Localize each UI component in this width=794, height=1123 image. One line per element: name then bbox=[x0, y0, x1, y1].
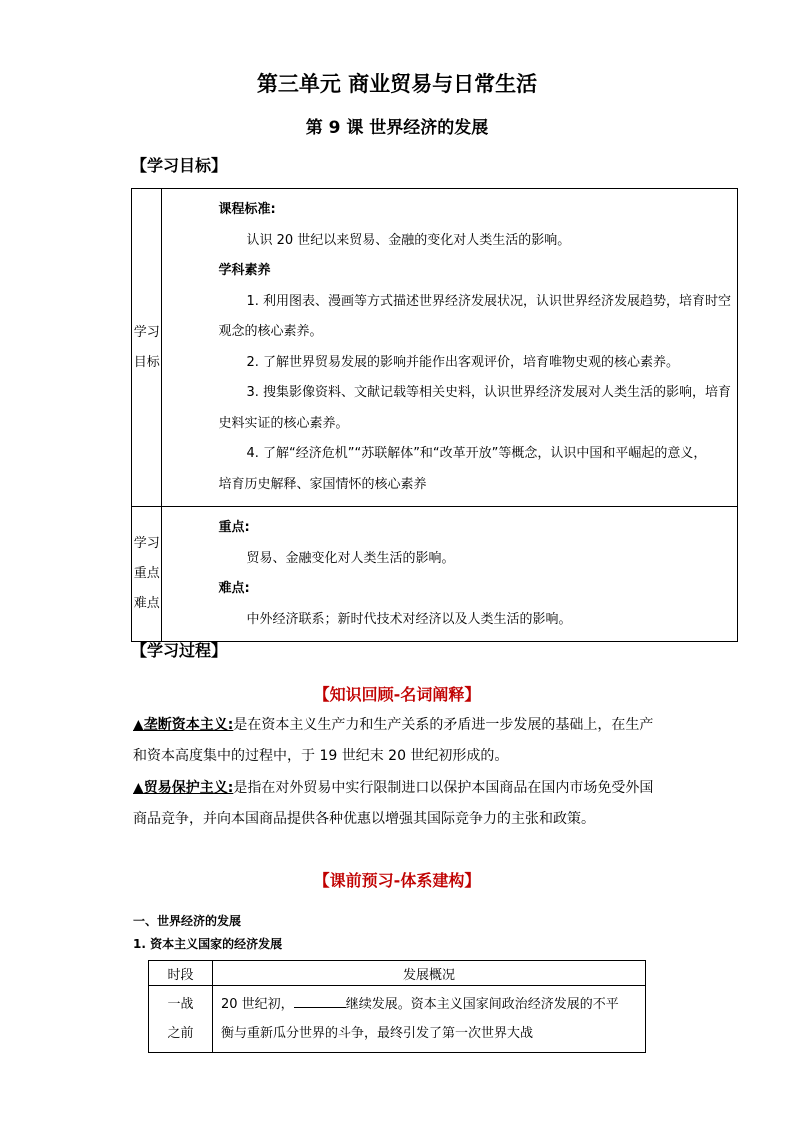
economic-development-table bbox=[148, 960, 646, 1053]
term1-text-b: 和资本高度集中的过程中，于 19 世纪末 20 世纪初形成的。 bbox=[133, 748, 509, 764]
term-paragraph-1 bbox=[133, 710, 673, 772]
goal-item-2: 2. 了解世界贸易发展的影响并能作出客观评价，培育唯物史观的核心素养。 bbox=[246, 354, 679, 370]
term1-name: ▲垄断资本主义: bbox=[133, 717, 234, 733]
focus-label-line3: 难点 bbox=[133, 596, 160, 611]
lesson-title: 第 9 课 世界经济的发展 bbox=[305, 118, 489, 138]
section-process-heading: 【学习过程】 bbox=[131, 641, 228, 660]
focus-label-line2: 重点 bbox=[133, 566, 160, 581]
review-heading: 【知识回顾-名词阐释】 bbox=[313, 685, 481, 704]
goal-item-4a: 4. 了解“经济危机”“苏联解体”和“改革开放”等概念，认识中国和平崛起的意义， bbox=[246, 446, 707, 461]
unit-title: 第三单元 商业贸易与日常生活 bbox=[256, 72, 538, 96]
econ-period-cell bbox=[149, 986, 213, 1053]
goals-content-cell bbox=[162, 189, 738, 507]
econ-period-line1: 一战 bbox=[167, 997, 194, 1012]
goals-label-line1: 学习 bbox=[133, 324, 160, 340]
term1-text-a: 是在资本主义生产力和生产关系的矛盾进一步发展的基础上，在生产 bbox=[233, 717, 654, 733]
econ-period-line2: 之前 bbox=[167, 1026, 194, 1041]
econ-row bbox=[149, 986, 646, 1053]
econ-col-period: 时段 bbox=[149, 961, 213, 986]
difficulty-heading: 难点: bbox=[218, 581, 250, 596]
term2-name: ▲贸易保护主义: bbox=[133, 780, 234, 796]
focus-label-line1: 学习 bbox=[133, 536, 160, 551]
preview-heading: 【课前预习-体系建构】 bbox=[313, 871, 481, 890]
section-goals-heading: 【学习目标】 bbox=[131, 156, 228, 175]
key-point-text: 贸易、金融变化对人类生活的影响。 bbox=[246, 550, 455, 566]
goal-item-3b: 史料实证的核心素养。 bbox=[218, 415, 349, 431]
econ-text-pre: 20 世纪初， bbox=[221, 997, 294, 1012]
econ-col-overview: 发展概况 bbox=[213, 961, 646, 986]
econ-text-line2: 衡与重新瓜分世界的斗争，最终引发了第一次世界大战 bbox=[221, 1026, 534, 1041]
goal-item-1b: 观念的核心素养。 bbox=[218, 324, 323, 339]
goal-item-4b: 培育历史解释、家国情怀的核心素养 bbox=[218, 476, 427, 492]
term2-text-a: 是指在对外贸易中实行限制进口以保护本国商品在国内市场免受外国 bbox=[233, 780, 654, 796]
literacy-heading: 学科素养 bbox=[218, 263, 271, 278]
key-point-heading: 重点: bbox=[218, 520, 250, 535]
learning-goals-table bbox=[131, 188, 738, 642]
curriculum-heading: 课程标准: bbox=[218, 202, 276, 217]
goal-item-3a: 3. 搜集影像资料、文献记载等相关史料，认识世界经济发展对人类生活的影响，培育 bbox=[246, 385, 731, 400]
difficulty-text: 中外经济联系；新时代技术对经济以及人类生活的影响。 bbox=[246, 611, 572, 627]
econ-header-row bbox=[149, 961, 646, 986]
term2-text-b: 商品竞争，并向本国商品提供各种优惠以增强其国际竞争力的主张和政策。 bbox=[133, 811, 595, 827]
econ-text-post: 继续发展。资本主义国家间政治经济发展的不平 bbox=[345, 997, 619, 1012]
focus-row bbox=[132, 507, 738, 642]
focus-content-cell bbox=[162, 507, 738, 642]
goals-label-line2: 目标 bbox=[133, 354, 160, 370]
curriculum-text: 认识 20 世纪以来贸易、金融的变化对人类生活的影响。 bbox=[246, 232, 571, 248]
fill-in-blank[interactable] bbox=[294, 993, 346, 1008]
focus-label-cell bbox=[132, 507, 162, 642]
goal-item-1a: 1. 利用图表、漫画等方式描述世界经济发展状况，认识世界经济发展趋势，培育时空 bbox=[246, 293, 731, 309]
goals-row bbox=[132, 189, 738, 507]
goals-label-cell bbox=[132, 189, 162, 507]
outline-heading-2: 1. 资本主义国家的经济发展 bbox=[133, 937, 283, 951]
econ-overview-cell bbox=[213, 986, 646, 1053]
outline-heading-1: 一、世界经济的发展 bbox=[133, 914, 242, 928]
term-paragraph-2 bbox=[133, 773, 673, 835]
